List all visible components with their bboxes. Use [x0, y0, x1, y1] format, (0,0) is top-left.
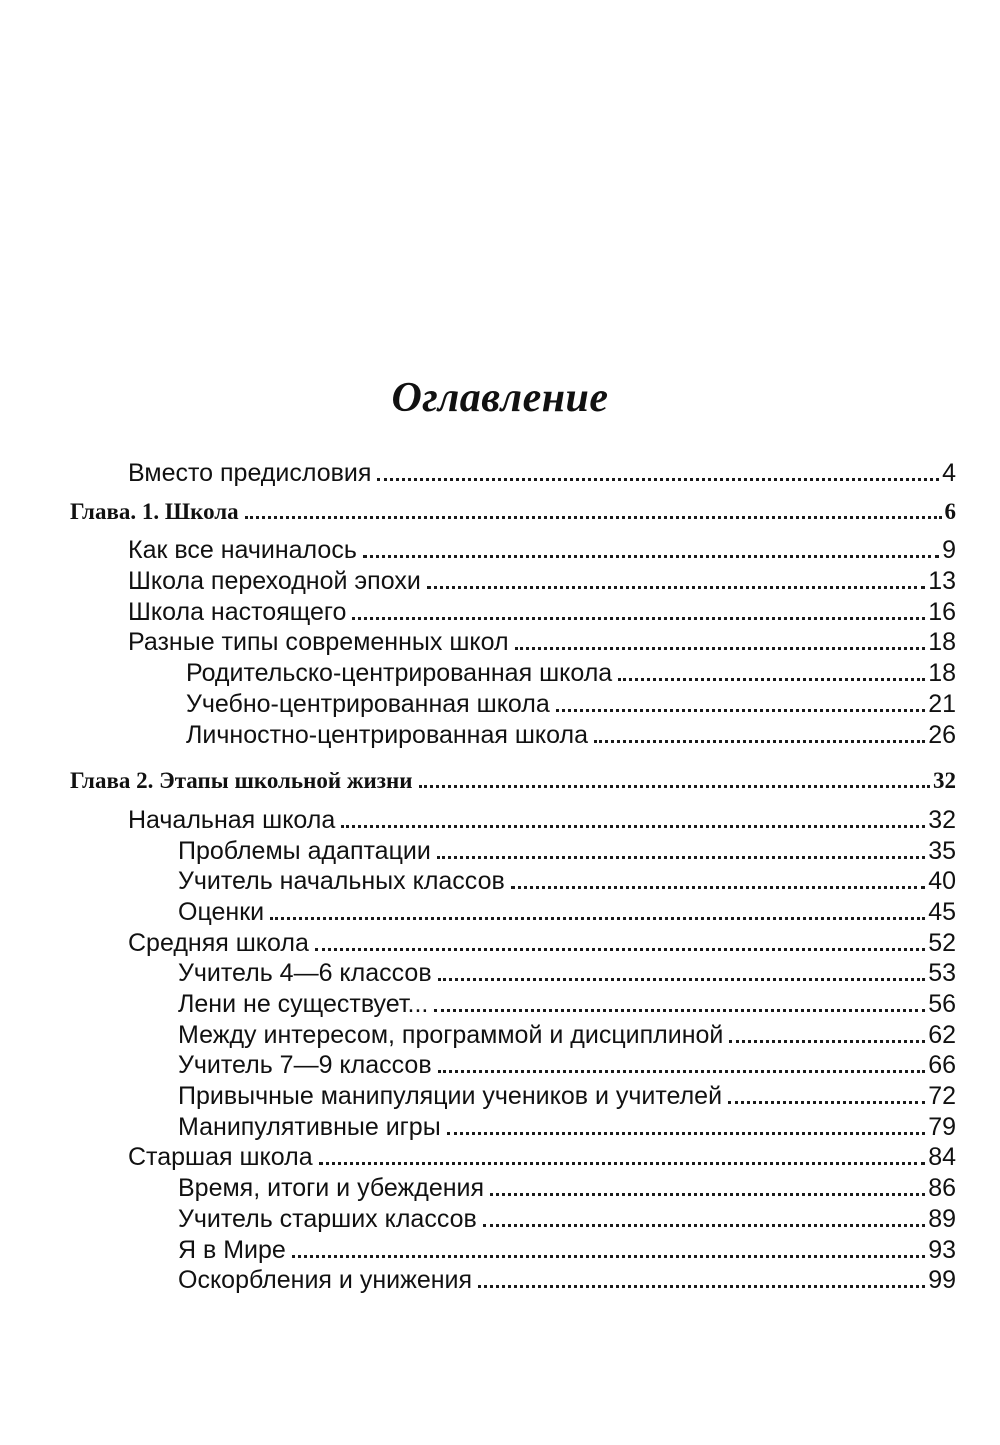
leader-dots	[270, 917, 925, 920]
toc-entry-label: Манипулятивные игры	[178, 1112, 441, 1141]
toc-entry-label: Проблемы адаптации	[178, 836, 431, 865]
toc-entry-label: Глава. 1. Школа	[70, 498, 239, 524]
leader-dots	[352, 617, 925, 620]
toc-subentry	[70, 866, 956, 897]
toc-entry-page: 6	[944, 498, 956, 524]
toc-entry-page: 35	[928, 836, 956, 865]
toc-entry-label: Между интересом, программой и дисциплиной	[178, 1020, 724, 1049]
leader-dots	[427, 586, 925, 589]
toc-entry-page: 62	[928, 1020, 956, 1049]
toc-entry-page: 18	[928, 628, 956, 657]
toc-subentry	[70, 989, 956, 1020]
leader-dots	[478, 1285, 925, 1288]
toc-entry-page: 45	[928, 897, 956, 926]
toc-entry	[70, 1142, 956, 1173]
toc-entry-page: 16	[928, 597, 956, 626]
leader-dots	[315, 948, 925, 951]
toc-entry-page: 4	[942, 459, 956, 487]
toc-subentry	[70, 958, 956, 989]
toc-entry-label: Школа переходной эпохи	[128, 567, 421, 596]
toc-subentry	[70, 1112, 956, 1143]
leader-dots	[292, 1255, 925, 1258]
toc-entry-page: 32	[933, 768, 956, 794]
toc-entry	[70, 458, 956, 489]
toc-entry-label: Школа настоящего	[128, 597, 347, 626]
toc-entry-page: 21	[928, 689, 956, 718]
toc-entry-label: Вместо предисловия	[128, 459, 372, 487]
toc-entry-label: Привычные манипуляции учеников и учителей	[178, 1082, 723, 1111]
leader-dots	[511, 886, 925, 889]
toc-entry-label: Учитель 7—9 классов	[178, 1051, 432, 1080]
toc-entry	[70, 928, 956, 959]
toc-entry-label: Оскорбления и унижения	[178, 1266, 473, 1295]
toc-subentry	[70, 1020, 956, 1051]
leader-dots	[377, 478, 939, 481]
toc-entry-page: 18	[928, 659, 956, 688]
toc-entry-page: 84	[928, 1143, 956, 1172]
table-of-contents	[70, 458, 956, 1296]
leader-dots	[438, 1070, 926, 1073]
toc-entry-label: Личностно-центрированная школа	[186, 720, 588, 749]
toc-subentry	[70, 1081, 956, 1112]
leader-dots	[618, 678, 925, 681]
toc-entry-label: Я в Мире	[178, 1235, 286, 1264]
toc-entry-page: 56	[928, 990, 956, 1018]
toc-entry	[70, 805, 956, 836]
leader-dots	[490, 1193, 925, 1196]
toc-entry-page: 9	[942, 536, 956, 565]
toc-entry-page: 32	[928, 805, 956, 834]
leader-dots	[556, 709, 925, 712]
toc-entry-label: Оценки	[178, 897, 265, 926]
toc-subentry	[70, 836, 956, 867]
toc-chapter-entry	[70, 497, 956, 528]
toc-entry	[70, 597, 956, 628]
toc-entry-label: Средняя школа	[128, 928, 309, 957]
leader-dots	[419, 785, 930, 788]
toc-entry-page: 79	[928, 1112, 956, 1141]
toc-entry-page: 99	[928, 1266, 956, 1295]
toc-entry-page: 13	[928, 567, 956, 596]
leader-dots	[729, 1040, 925, 1043]
toc-entry-page: 66	[928, 1051, 956, 1080]
toc-subentry	[70, 1173, 956, 1204]
leader-dots	[483, 1224, 925, 1227]
toc-subentry	[70, 1204, 956, 1235]
toc-entry-page: 93	[928, 1235, 956, 1264]
leader-dots	[594, 740, 925, 743]
toc-entry-label: Учитель старших классов	[178, 1204, 477, 1233]
toc-entry-label: Разные типы современных школ	[128, 628, 509, 657]
toc-entry-label: Начальная школа	[128, 805, 336, 834]
page-title: Оглавление	[391, 375, 609, 421]
toc-entry-label: Родительско-центрированная школа	[186, 659, 613, 688]
leader-dots	[319, 1162, 926, 1165]
toc-entry-label: Учитель 4—6 классов	[178, 959, 432, 988]
toc-entry-label: Время, итоги и убеждения	[178, 1174, 485, 1203]
toc-subentry	[70, 1265, 956, 1296]
toc-entry-label: Лени не существует...	[178, 990, 429, 1018]
leader-dots	[438, 978, 926, 981]
toc-chapter-entry	[70, 766, 956, 797]
leader-dots	[447, 1132, 926, 1135]
toc-entry-page: 26	[928, 720, 956, 749]
toc-entry-page: 86	[928, 1174, 956, 1203]
toc-entry-label: Учебно-центрированная школа	[186, 689, 550, 718]
toc-entry-page: 72	[928, 1082, 956, 1111]
toc-subentry	[70, 1050, 956, 1081]
leader-dots	[363, 555, 939, 558]
leader-dots	[245, 516, 942, 519]
toc-entry-page: 52	[928, 928, 956, 957]
toc-entry-label: Старшая школа	[128, 1143, 313, 1172]
toc-entry	[70, 566, 956, 597]
toc-entry-label: Глава 2. Этапы школьной жизни	[70, 768, 413, 794]
leader-dots	[434, 1009, 925, 1012]
toc-entry-page: 53	[928, 959, 956, 988]
toc-entry-label: Как все начиналось	[128, 536, 357, 565]
toc-entry-label: Учитель начальных классов	[178, 867, 505, 896]
toc-entry-page: 40	[928, 867, 956, 896]
leader-dots	[728, 1101, 925, 1104]
leader-dots	[341, 825, 925, 828]
toc-subentry	[70, 897, 956, 928]
toc-subentry	[70, 1235, 956, 1266]
leader-dots	[437, 856, 925, 859]
toc-entry-page: 89	[928, 1204, 956, 1233]
toc-subentry	[70, 658, 956, 689]
toc-entry	[70, 535, 956, 566]
leader-dots	[515, 647, 926, 650]
toc-subentry	[70, 689, 956, 720]
toc-subentry	[70, 720, 956, 751]
toc-entry	[70, 627, 956, 658]
